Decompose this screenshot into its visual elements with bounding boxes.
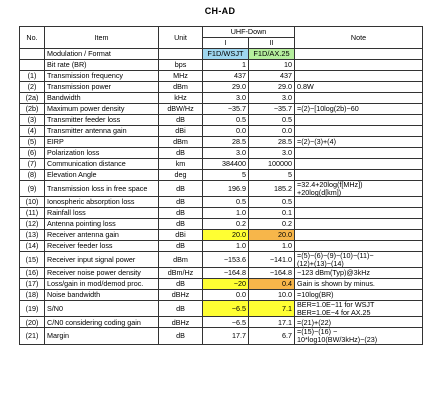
row-value-2: 7.1	[249, 301, 295, 317]
row-value-1: −20	[203, 279, 249, 290]
row-note: =(15)−(16) − 10*log10(BW/3kHz)−(23)	[295, 328, 423, 344]
row-value-1: 437	[203, 71, 249, 82]
row-unit: dBm	[159, 137, 203, 148]
row-note	[295, 71, 423, 82]
row-note	[295, 148, 423, 159]
row-no: (5)	[20, 137, 45, 148]
row-note	[295, 93, 423, 104]
table-row	[20, 170, 423, 181]
row-no: (2a)	[20, 93, 45, 104]
table-row	[20, 219, 423, 230]
row-unit: MHz	[159, 71, 203, 82]
row-item: Rainfall loss	[45, 208, 159, 219]
row-no: (16)	[20, 268, 45, 279]
row-value-2: −35.7	[249, 104, 295, 115]
row-value-2: 10	[249, 60, 295, 71]
row-value-2: 185.2	[249, 181, 295, 197]
row-value-1: 1.0	[203, 241, 249, 252]
row-value-2: 28.5	[249, 137, 295, 148]
row-no: (10)	[20, 197, 45, 208]
row-no: (1)	[20, 71, 45, 82]
row-item: Maximum power density	[45, 104, 159, 115]
row-no: (8)	[20, 170, 45, 181]
row-value-2: −141.0	[249, 252, 295, 268]
row-note: =(5)−(6)−(9)−(10)−(11)− (12)+(13)−(14)	[295, 252, 423, 268]
row-value-2: 17.1	[249, 317, 295, 328]
row-value-2: 5	[249, 170, 295, 181]
row-item: Transmission power	[45, 82, 159, 93]
modulation-note	[295, 49, 423, 60]
link-budget-table	[19, 26, 423, 345]
row-value-2: 0.1	[249, 208, 295, 219]
row-item: Transmitter feeder loss	[45, 115, 159, 126]
row-item: Loss/gain in mod/demod proc.	[45, 279, 159, 290]
row-no: (12)	[20, 219, 45, 230]
row-unit: dB	[159, 241, 203, 252]
row-item: Transmission frequency	[45, 71, 159, 82]
header-col-2: II	[249, 38, 295, 49]
row-unit: dBi	[159, 126, 203, 137]
row-note: =(21)+(22)	[295, 317, 423, 328]
row-value-2: 6.7	[249, 328, 295, 344]
row-note: 0.8W	[295, 82, 423, 93]
row-note	[295, 230, 423, 241]
table-row	[20, 279, 423, 290]
row-note	[295, 60, 423, 71]
row-no: (13)	[20, 230, 45, 241]
table-row	[20, 208, 423, 219]
modulation-no	[20, 49, 45, 60]
table-row	[20, 104, 423, 115]
table-row	[20, 328, 423, 344]
table-row	[20, 71, 423, 82]
table-row	[20, 252, 423, 268]
table-row	[20, 148, 423, 159]
row-unit: kHz	[159, 93, 203, 104]
row-value-2: 20.0	[249, 230, 295, 241]
table-row	[20, 290, 423, 301]
row-value-1: −35.7	[203, 104, 249, 115]
row-value-1: −164.8	[203, 268, 249, 279]
row-value-2: 29.0	[249, 82, 295, 93]
table-row	[20, 115, 423, 126]
header-unit: Unit	[159, 27, 203, 49]
row-unit: dB	[159, 197, 203, 208]
row-no: (4)	[20, 126, 45, 137]
row-item: Ionospheric absorption loss	[45, 197, 159, 208]
row-note	[295, 208, 423, 219]
row-value-1: 384400	[203, 159, 249, 170]
table-row	[20, 82, 423, 93]
row-unit: dBi	[159, 230, 203, 241]
table-row	[20, 317, 423, 328]
row-item: C/N0 considering coding gain	[45, 317, 159, 328]
row-value-2: 1.0	[249, 241, 295, 252]
table-header-row	[20, 27, 423, 38]
row-item: Elevation Angle	[45, 170, 159, 181]
table-row	[20, 230, 423, 241]
row-value-1: 5	[203, 170, 249, 181]
row-note	[295, 219, 423, 230]
row-value-1: 0.0	[203, 290, 249, 301]
row-note: Gain is shown by minus.	[295, 279, 423, 290]
row-item: Antenna pointing loss	[45, 219, 159, 230]
row-value-1: 0.0	[203, 126, 249, 137]
row-value-1: 0.2	[203, 219, 249, 230]
row-note: =10log(BR)	[295, 290, 423, 301]
row-unit: dB	[159, 208, 203, 219]
row-item: Communication distance	[45, 159, 159, 170]
table-row	[20, 181, 423, 197]
row-value-2: 10.0	[249, 290, 295, 301]
table-row	[20, 159, 423, 170]
header-uhf-down: UHF-Down	[203, 27, 295, 38]
row-item: Receiver antenna gain	[45, 230, 159, 241]
row-item: Bit rate (BR)	[45, 60, 159, 71]
row-note: =(2)−[10log(2b)−60	[295, 104, 423, 115]
row-value-1: 17.7	[203, 328, 249, 344]
row-unit: dBHz	[159, 317, 203, 328]
row-value-1: 29.0	[203, 82, 249, 93]
row-no: (2b)	[20, 104, 45, 115]
modulation-unit	[159, 49, 203, 60]
row-value-2: 0.0	[249, 126, 295, 137]
row-value-2: 0.5	[249, 197, 295, 208]
row-item: Receiver input signal power	[45, 252, 159, 268]
row-value-2: 437	[249, 71, 295, 82]
row-value-2: 3.0	[249, 93, 295, 104]
row-note	[295, 115, 423, 126]
row-unit: dB	[159, 148, 203, 159]
table-row	[20, 93, 423, 104]
row-value-2: 0.5	[249, 115, 295, 126]
row-no: (2)	[20, 82, 45, 93]
row-unit: dBm/Hz	[159, 268, 203, 279]
row-unit: bps	[159, 60, 203, 71]
row-no: (6)	[20, 148, 45, 159]
row-item: Polarization loss	[45, 148, 159, 159]
row-value-1: 1	[203, 60, 249, 71]
row-note	[295, 197, 423, 208]
row-item: Receiver feeder loss	[45, 241, 159, 252]
row-no: (14)	[20, 241, 45, 252]
row-note	[295, 241, 423, 252]
row-no: (21)	[20, 328, 45, 344]
row-no: (9)	[20, 181, 45, 197]
row-value-1: 3.0	[203, 148, 249, 159]
row-value-1: 196.9	[203, 181, 249, 197]
header-item: Item	[45, 27, 159, 49]
row-no: (20)	[20, 317, 45, 328]
table-row	[20, 301, 423, 317]
row-no: (7)	[20, 159, 45, 170]
row-unit: dBm	[159, 82, 203, 93]
row-unit: dB	[159, 181, 203, 197]
row-unit: dBm	[159, 252, 203, 268]
row-unit: dB	[159, 279, 203, 290]
row-note: =32.4+20log(f[MHz]) +20log(d[km])	[295, 181, 423, 197]
header-no: No.	[20, 27, 45, 49]
row-value-1: −6.5	[203, 317, 249, 328]
row-note: BER=1.0E−11 for WSJT BER=1.0E−4 for AX.25	[295, 301, 423, 317]
row-note	[295, 159, 423, 170]
row-value-2: 0.4	[249, 279, 295, 290]
row-note: =(2)−(3)+(4)	[295, 137, 423, 148]
page-title: CH-AD	[204, 6, 236, 16]
row-value-1: 0.5	[203, 197, 249, 208]
table-row	[20, 137, 423, 148]
modulation-value-2: F1D/AX.25	[249, 49, 295, 60]
row-no	[20, 60, 45, 71]
table-row	[20, 241, 423, 252]
table-body	[20, 49, 423, 345]
row-item: Margin	[45, 328, 159, 344]
row-value-2: 3.0	[249, 148, 295, 159]
row-item: Transmission loss in free space	[45, 181, 159, 197]
table-row	[20, 268, 423, 279]
row-no: (17)	[20, 279, 45, 290]
row-unit: dB	[159, 328, 203, 344]
row-unit: dBHz	[159, 290, 203, 301]
modulation-label: Modulation / Format	[45, 49, 159, 60]
table-row	[20, 197, 423, 208]
row-value-1: 0.5	[203, 115, 249, 126]
row-no: (15)	[20, 252, 45, 268]
row-note	[295, 126, 423, 137]
row-value-1: 3.0	[203, 93, 249, 104]
row-no: (18)	[20, 290, 45, 301]
row-value-1: 1.0	[203, 208, 249, 219]
row-unit: deg	[159, 170, 203, 181]
row-unit: dB	[159, 219, 203, 230]
row-note	[295, 170, 423, 181]
row-value-1: −153.6	[203, 252, 249, 268]
row-unit: dBW/Hz	[159, 104, 203, 115]
row-unit: km	[159, 159, 203, 170]
row-no: (11)	[20, 208, 45, 219]
row-unit: dB	[159, 115, 203, 126]
row-note: −123 dBm(Typ)@3kHz	[295, 268, 423, 279]
row-no: (19)	[20, 301, 45, 317]
row-item: Bandwidth	[45, 93, 159, 104]
table-row	[20, 60, 423, 71]
row-item: S/N0	[45, 301, 159, 317]
row-no: (3)	[20, 115, 45, 126]
row-value-2: −164.8	[249, 268, 295, 279]
table-row	[20, 126, 423, 137]
modulation-row	[20, 49, 423, 60]
row-item: EIRP	[45, 137, 159, 148]
row-value-1: 28.5	[203, 137, 249, 148]
row-item: Receiver noise power density	[45, 268, 159, 279]
row-value-2: 0.2	[249, 219, 295, 230]
row-item: Transmitter antenna gain	[45, 126, 159, 137]
row-value-1: 20.0	[203, 230, 249, 241]
row-unit: dB	[159, 301, 203, 317]
row-value-2: 100000	[249, 159, 295, 170]
row-item: Noise bandwidth	[45, 290, 159, 301]
header-col-1: I	[203, 38, 249, 49]
modulation-value-1: F1D/WSJT	[203, 49, 249, 60]
row-value-1: −6.5	[203, 301, 249, 317]
header-note: Note	[295, 27, 423, 49]
